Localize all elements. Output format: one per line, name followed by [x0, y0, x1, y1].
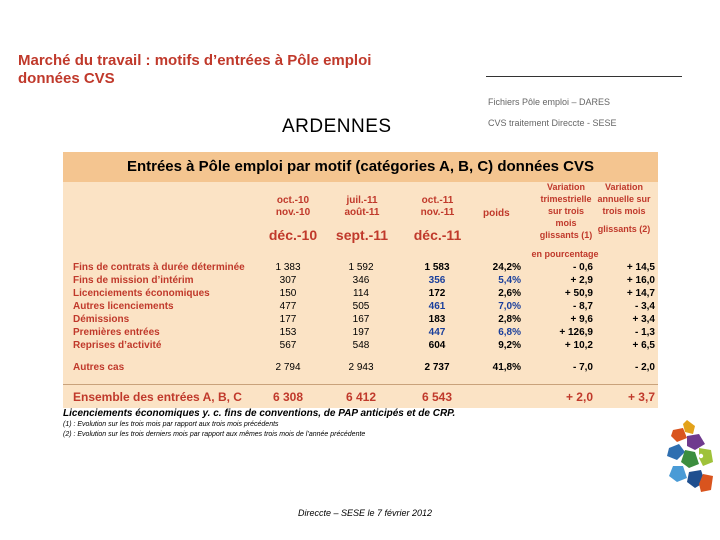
- col1-header-month: déc.-10: [268, 227, 318, 243]
- col3-header-month: déc.-11: [413, 227, 462, 243]
- total-divider: [63, 384, 658, 385]
- row-label: Licenciements économiques: [73, 288, 210, 299]
- cell-var-ann: + 16,0: [626, 275, 655, 286]
- cell-var-tri: - 7,0: [572, 362, 593, 373]
- cell-dec11: 1 583: [424, 262, 450, 273]
- table-row: [63, 261, 658, 274]
- row-label: Fins de contrats à durée déterminée: [73, 262, 245, 273]
- poids-header: poids: [483, 208, 510, 219]
- var-ann-line4: glissants (2): [597, 224, 651, 234]
- cell-dec10: 177: [279, 314, 297, 325]
- var-ann-line3: trois mois: [602, 206, 646, 216]
- cell-poids: 9,2%: [498, 340, 521, 351]
- cell-dec11: 447: [428, 327, 446, 338]
- cell-var-ann: + 14,7: [626, 288, 655, 299]
- slide-title-line1: Marché du travail : motifs d’entrées à Pôle emploi: [18, 52, 372, 69]
- cell-dec10: 307: [279, 275, 297, 286]
- cell-var-ann: + 6,5: [632, 340, 655, 351]
- col3-header: [400, 195, 475, 219]
- table-row: [63, 313, 658, 326]
- cell-sep11: 1 592: [348, 262, 374, 273]
- cell-var-tri: + 50,9: [564, 288, 593, 299]
- cell-var-ann: - 2,0: [634, 362, 655, 373]
- cell-dec11: 2 737: [424, 362, 450, 373]
- table-row-autres: [63, 361, 658, 374]
- row-label: Reprises d’activité: [73, 340, 162, 351]
- var-tri-line2: trimestrielle: [540, 194, 592, 204]
- var-pct-label: en pourcentage: [531, 249, 599, 259]
- var-ann-line2: annuelle sur: [597, 194, 651, 204]
- cell-poids: 5,4%: [498, 275, 521, 286]
- cell-var-tri: - 0,6: [572, 262, 593, 273]
- cell-sep11: 548: [352, 340, 370, 351]
- cell-dec11: 604: [428, 340, 446, 351]
- region-map-logo-icon: [665, 418, 717, 498]
- cell-var-ann: - 3,4: [634, 301, 655, 312]
- table-title: Entrées à Pôle emploi par motif (catégories A, B, C) données CVS: [63, 152, 658, 182]
- cell-sep11: 167: [352, 314, 370, 325]
- table-row: [63, 274, 658, 287]
- region-name: ARDENNES: [282, 116, 392, 137]
- table-notes: [63, 408, 563, 440]
- col3-header-line2: nov.-11: [420, 207, 455, 218]
- cell-sep11: 114: [353, 288, 369, 299]
- var-tri-line4: mois: [555, 218, 577, 228]
- cell-poids: 7,0%: [498, 301, 521, 312]
- cell-sep11: 505: [352, 301, 370, 312]
- cell-dec10: 477: [279, 301, 297, 312]
- var-tri-line3: sur trois: [547, 206, 584, 216]
- cell-sep11: 346: [352, 275, 370, 286]
- row-label: Démissions: [73, 314, 130, 325]
- var-ann-header: [585, 181, 663, 235]
- note-1: (1) : Evolution sur les trois mois par rapport aux trois mois précédents: [63, 421, 279, 428]
- cell-var-ann: - 1,3: [634, 327, 655, 338]
- note-main: Licenciements économiques y. c. fins de conventions, de PAP anticipés et de CRP.: [63, 408, 456, 419]
- source-block: [488, 92, 688, 134]
- col1-header: [258, 195, 328, 219]
- col2-header-line2: août-11: [344, 207, 380, 218]
- total-dec10: 6 308: [272, 390, 304, 404]
- col2-header: [327, 195, 397, 219]
- cell-dec11: 183: [428, 314, 446, 325]
- table-row: [63, 339, 658, 352]
- var-ann-line1: Variation: [604, 182, 643, 192]
- cell-dec10: 567: [279, 340, 297, 351]
- cell-var-ann: + 3,4: [632, 314, 655, 325]
- footer-credit: Direccte – SESE le 7 février 2012: [297, 508, 433, 518]
- row-label: Autres licenciements: [73, 301, 174, 312]
- col3-header-line1: oct.-11: [421, 195, 454, 206]
- cell-poids: 2,6%: [498, 288, 521, 299]
- cell-poids: 41,8%: [492, 362, 521, 373]
- total-dec11: 6 543: [421, 390, 453, 404]
- cell-poids: 6,8%: [498, 327, 521, 338]
- cell-dec11: 172: [428, 288, 446, 299]
- table-row: [63, 287, 658, 300]
- slide-title: [18, 52, 458, 88]
- cell-dec10: 2 794: [275, 362, 301, 373]
- cell-poids: 2,8%: [498, 314, 521, 325]
- cell-var-tri: + 9,6: [570, 314, 593, 325]
- col2-header-month: sept.-11: [335, 227, 389, 243]
- var-tri-line5: glissants (1): [539, 230, 593, 240]
- col1-header-line1: oct.-10: [276, 195, 310, 206]
- cell-dec11: 356: [428, 275, 446, 286]
- table-row-total: [63, 389, 658, 405]
- total-label: Ensemble des entrées A, B, C: [73, 390, 242, 404]
- cell-var-tri: + 10,2: [564, 340, 593, 351]
- table-row: [63, 326, 658, 339]
- header-divider: [486, 76, 682, 77]
- col1-header-line2: nov.-10: [275, 207, 311, 218]
- total-var-ann: + 3,7: [627, 390, 655, 404]
- cell-sep11: 197: [352, 327, 370, 338]
- table-row: [63, 300, 658, 313]
- col2-header-line1: juil.-11: [346, 195, 378, 206]
- cell-poids: 24,2%: [492, 262, 521, 273]
- source-line2: CVS traitement Direccte - SESE: [488, 118, 617, 128]
- cell-sep11: 2 943: [348, 362, 374, 373]
- note-2: (2) : Evolution sur les trois derniers mois par rapport aux mêmes trois mois de l’année précédente: [63, 431, 366, 438]
- cell-dec10: 153: [279, 327, 297, 338]
- row-label: Premières entrées: [73, 327, 160, 338]
- slide-title-line2: données CVS: [18, 70, 115, 87]
- cell-dec10: 150: [279, 288, 297, 299]
- row-label: Autres cas: [73, 362, 125, 373]
- source-line1: Fichiers Pôle emploi – DARES: [488, 97, 611, 107]
- cell-dec10: 1 383: [275, 262, 301, 273]
- total-var-tri: + 2,0: [565, 390, 593, 404]
- cell-var-tri: + 126,9: [559, 327, 593, 338]
- cell-var-ann: + 14,5: [626, 262, 655, 273]
- cell-var-tri: - 8,7: [572, 301, 593, 312]
- cell-var-tri: + 2,9: [570, 275, 593, 286]
- row-label: Fins de mission d’intérim: [73, 275, 194, 286]
- var-tri-line1: Variation: [546, 182, 585, 192]
- cell-dec11: 461: [428, 301, 446, 312]
- total-sep11: 6 412: [345, 390, 377, 404]
